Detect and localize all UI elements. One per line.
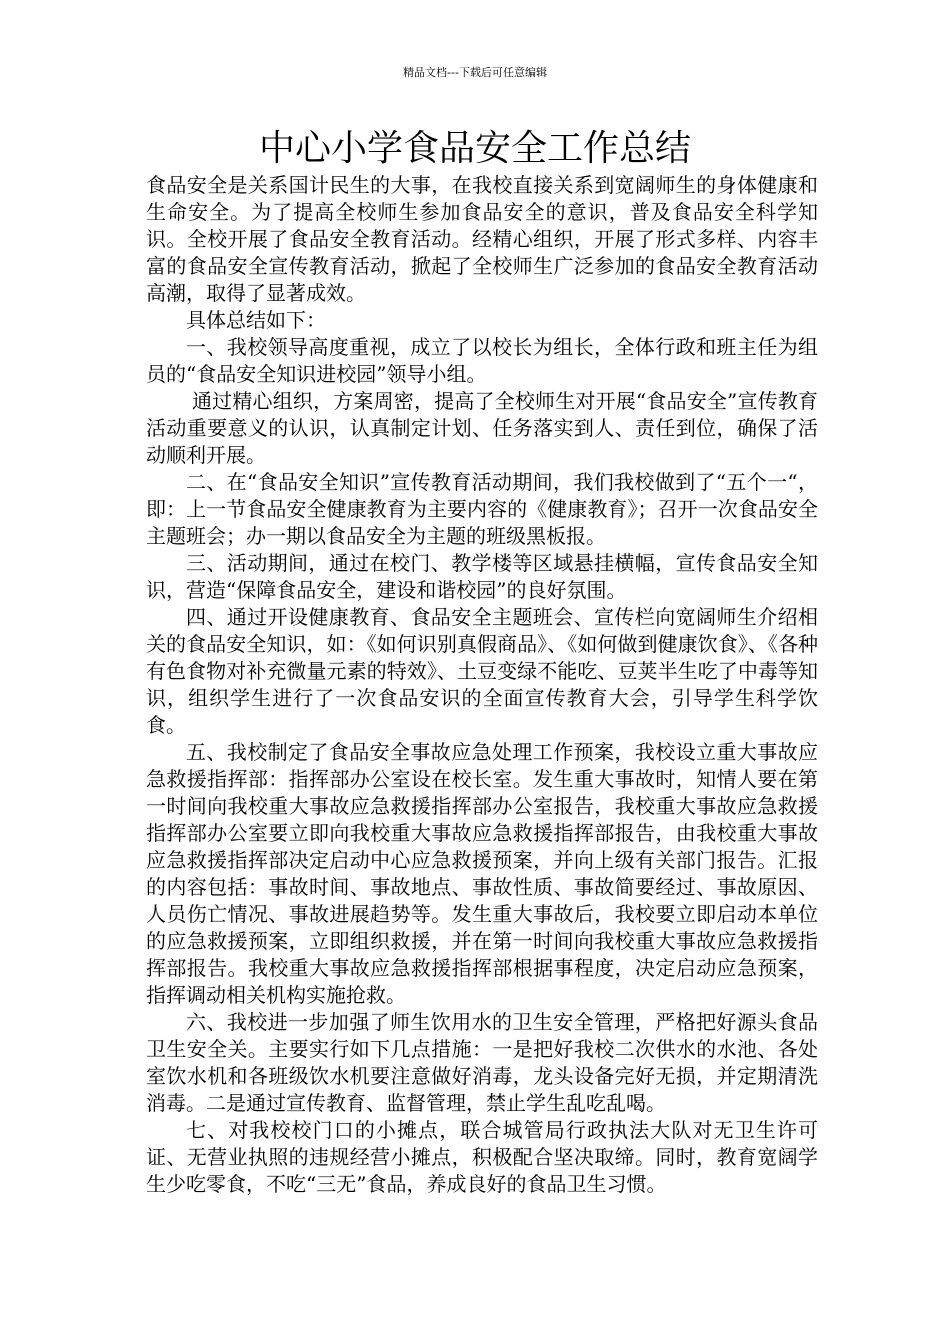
paragraph-item-5: 五、我校制定了食品安全事故应急处理工作预案，我校设立重大事故应急救援指挥部：指挥部办公室设在校长室。发生重大事故时，知情人要在第一时间向我校重大事故应急救援指挥部办公室报告，我校重大事故应急救援指挥部办公室要立即向我校重大事故应急救援指挥部报告，由我校重大事故应急救援指挥部决定启动中心应急救援预案，并向上级有关部门报告。汇报的内容包括：事故时间、事故地点、事故性质、事故简要经过、事故原因、人员伤亡情况、事故进展趋势等。发生重大事故后，我校要立即启动本单位的应急救援预案，立即组织救援，并在第一时间向我校重大事故应急救援指挥部报告。我校重大事故应急救援指挥部根据事程度，决定启动应急预案，指挥调动相关机构实施抢救。 xyxy=(146,740,818,1007)
paragraph-summary-lead: 具体总结如下： xyxy=(186,308,326,332)
paragraph-intro: 食品安全是关系国计民生的大事，在我校直接关系到宽阔师生的身体健康和生命安全。为了提高全校师生参加食品安全的意识，普及食品安全科学知识。全校开展了食品安全教育活动。经精心组织，开展了形式多样、内容丰富的食品安全宣传教育活动，掀起了全校师生广泛参加的食品安全教育活动高潮，取得了显著成效。 xyxy=(146,173,818,305)
page-title: 中心小学食品安全工作总结 xyxy=(258,128,691,169)
header-note: 精品文档---下载后可任意编辑 xyxy=(403,66,547,79)
paragraph-item-3: 三、活动期间，通过在校门、教学楼等区域悬挂横幅，宣传食品安全知识，营造“保障食品安全，建设和谐校园”的良好氛围。 xyxy=(146,551,818,602)
paragraph-item-4: 四、通过开设健康教育、食品安全主题班会、宣传栏向宽阔师生介绍相关的食品安全知识，如：《如何识别真假商品》、《如何做到健康饮食》、《各种有色食物对补充微量元素的特效》、土豆变绿不能吃、豆荚半生吃了中毒等知识，组织学生进行了一次食品安识的全面宣传教育大会，引导学生科学饮食。 xyxy=(146,605,818,737)
paragraph-item-6: 六、我校进一步加强了师生饮用水的卫生安全管理，严格把好源头食品卫生安全关。主要实行如下几点措施：一是把好我校二次供水的水池、各处室饮水机和各班级饮水机要注意做好消毒，龙头设备完好无损，并定期清洗消毒。二是通过宣传教育、监督管理，禁止学生乱吃乱喝。 xyxy=(146,1010,818,1115)
paragraph-item-1-detail: 通过精心组织，方案周密，提高了全校师生对开展“食品安全”宣传教育活动重要意义的认识，认真制定计划、任务落实到人、责任到位，确保了活动顺利开展。 xyxy=(146,389,818,467)
paragraph-item-1: 一、我校领导高度重视，成立了以校长为组长，全体行政和班主任为组员的“食品安全知识进校园”领导小组。 xyxy=(146,335,818,386)
document-body xyxy=(146,172,818,1198)
paragraph-item-2: 二、在“食品安全知识”宣传教育活动期间，我们我校做到了“五个一“，即：上一节食品安全健康教育为主要内容的《健康教育》；召开一次食品安全主题班会；办一期以食品安全为主题的班级黑板报。 xyxy=(146,470,818,548)
paragraph-item-7: 七、对我校校门口的小摊点，联合城管局行政执法大队对无卫生许可证、无营业执照的违规经营小摊点，积极配合坚决取缔。同时，教育宽阔学生少吃零食，不吃“三无”食品，养成良好的食品卫生习惯。 xyxy=(146,1118,818,1196)
